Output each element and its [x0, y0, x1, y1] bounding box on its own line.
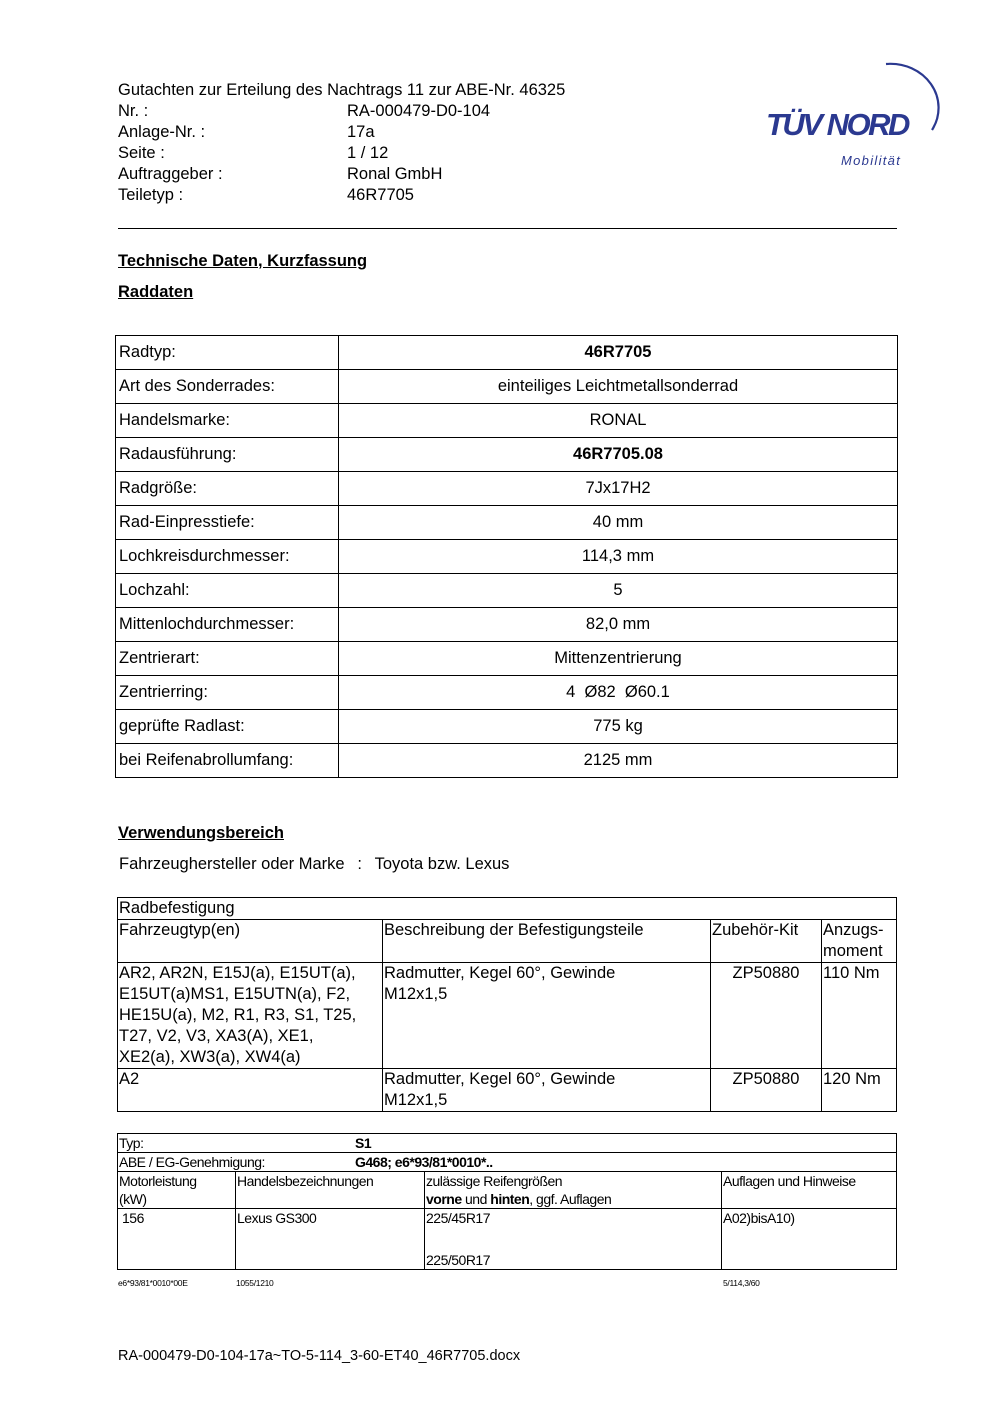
cell-zubehoer-kit: ZP50880 [711, 1069, 822, 1112]
header-reifen-und: und [461, 1191, 491, 1207]
header-motorleistung [118, 1172, 236, 1209]
typen-line: E15UT(a)MS1, E15UTN(a), F2, [119, 985, 351, 1003]
raddaten-table [115, 335, 898, 778]
row-label: Mittenlochdurchmesser: [116, 608, 339, 642]
row-value: 2125 mm [339, 744, 898, 778]
typ-label: Typ: [119, 1135, 144, 1151]
header-row-teiletyp [118, 185, 565, 206]
row-value: einteiliges Leichtmetallsonderrad [339, 370, 898, 404]
fahrzeughersteller-value: Toyota bzw. Lexus [374, 855, 510, 873]
row-value: 46R7705.08 [339, 438, 898, 472]
radbefestigung-table [117, 897, 897, 1112]
abe-row [118, 1153, 897, 1172]
abe-label: ABE / EG-Genehmigung: [119, 1154, 265, 1170]
beschreibung-line: M12x1,5 [384, 985, 448, 1003]
row-value: 46R7705 [339, 336, 898, 370]
typen-line: AR2, AR2N, E15J(a), E15UT(a), [119, 964, 356, 982]
header-label: Auftraggeber : [118, 165, 223, 183]
table-row [116, 438, 898, 472]
table-row [116, 336, 898, 370]
cell-anzugsmoment: 110 Nm [822, 963, 897, 1069]
table-row [116, 744, 898, 778]
table-row [116, 574, 898, 608]
beschreibung-line: M12x1,5 [384, 1091, 448, 1109]
row-value: 5 [339, 574, 898, 608]
table-row [116, 540, 898, 574]
header-value: Ronal GmbH [347, 165, 443, 183]
header-reifen-line2 [426, 1190, 720, 1208]
header-value: 17a [347, 123, 375, 141]
fahrzeughersteller-line [119, 855, 509, 874]
beschreibung-line: Radmutter, Kegel 60°, Gewinde [384, 964, 616, 982]
row-value: 82,0 mm [339, 608, 898, 642]
row-label: Radgröße: [116, 472, 339, 506]
header-row-seite [118, 143, 565, 164]
header-reifen-vorne: vorne [426, 1191, 462, 1207]
typ-value: S1 [355, 1135, 372, 1151]
document-header [118, 80, 565, 206]
typ-header-row [118, 1172, 897, 1209]
table-row [118, 1209, 897, 1270]
row-label: Lochkreisdurchmesser: [116, 540, 339, 574]
fahrzeughersteller-label: Fahrzeughersteller oder Marke [119, 855, 345, 873]
cell-handelsbezeichnung: Lexus GS300 [236, 1209, 425, 1270]
header-reifen-hinten: hinten [490, 1191, 530, 1207]
cell-fahrzeugtypen [118, 963, 383, 1069]
cell-motorleistung: 156 [118, 1209, 236, 1270]
row-value: 114,3 mm [339, 540, 898, 574]
table-row [118, 963, 897, 1069]
table-row [116, 710, 898, 744]
fahrzeughersteller-separator: : [357, 855, 362, 873]
row-label: Zentrierring: [116, 676, 339, 710]
header-auflagen: Auflagen und Hinweise [722, 1172, 897, 1209]
header-motor-line: Motorleistung [119, 1173, 197, 1189]
row-label: Radausführung: [116, 438, 339, 472]
table-row [116, 506, 898, 540]
document-title: Gutachten zur Erteilung des Nachtrags 11 zur ABE-Nr. 46325 [118, 81, 566, 99]
header-label: Nr. : [118, 102, 149, 120]
row-label: geprüfte Radlast: [116, 710, 339, 744]
cell-zubehoer-kit: ZP50880 [711, 963, 822, 1069]
table-title-row [118, 898, 897, 920]
cell-reifen [425, 1209, 722, 1270]
typen-line: XE2(a), XW3(a), XW4(a) [119, 1048, 301, 1066]
row-value: 7Jx17H2 [339, 472, 898, 506]
table-row [116, 676, 898, 710]
footnote-mid: 1055/1210 [236, 1278, 274, 1288]
header-value: 1 / 12 [347, 144, 389, 162]
header-row-anlage [118, 122, 565, 143]
header-beschreibung: Beschreibung der Befestigungsteile [383, 920, 711, 963]
row-value: Mittenzentrierung [339, 642, 898, 676]
cell-beschreibung [383, 1069, 711, 1112]
table-row [116, 472, 898, 506]
header-reifengroessen [425, 1172, 722, 1209]
typen-line: HE15U(a), M2, R1, R3, S1, T25, [119, 1006, 357, 1024]
header-label: Seite : [118, 144, 165, 162]
header-value: 46R7705 [347, 186, 414, 204]
table-row [116, 404, 898, 438]
header-anzugsmoment [822, 920, 897, 963]
table-row [116, 642, 898, 676]
row-label: Radtyp: [116, 336, 339, 370]
logo-brand: TÜV NORD [766, 107, 908, 142]
header-divider [118, 228, 897, 229]
cell-anzugsmoment: 120 Nm [822, 1069, 897, 1112]
section-heading-raddaten: Raddaten [118, 283, 194, 301]
row-label: Handelsmarke: [116, 404, 339, 438]
header-value: RA-000479-D0-104 [347, 102, 491, 120]
typ-cell [118, 1134, 897, 1153]
cell-fahrzeugtypen [118, 1069, 383, 1112]
row-label: bei Reifenabrollumfang: [116, 744, 339, 778]
footnote-right: 5/114,3/60 [723, 1278, 760, 1288]
header-reifen-rest: , ggf. Auflagen [529, 1191, 612, 1207]
header-motor-line: (kW) [119, 1191, 147, 1207]
header-label: Teiletyp : [118, 186, 184, 204]
header-row-nr [118, 101, 565, 122]
row-label: Art des Sonderrades: [116, 370, 339, 404]
cell-beschreibung [383, 963, 711, 1069]
beschreibung-line: Radmutter, Kegel 60°, Gewinde [384, 1070, 616, 1088]
row-value: RONAL [339, 404, 898, 438]
row-label: Rad-Einpresstiefe: [116, 506, 339, 540]
table-row [116, 370, 898, 404]
header-fahrzeugtypen: Fahrzeugtyp(en) [118, 920, 383, 963]
document-filename-footer: RA-000479-D0-104-17a~TO-5-114_3-60-ET40_46R7705.docx [118, 1348, 521, 1364]
header-zubehoer-kit: Zubehör-Kit [711, 920, 822, 963]
typen-line: T27, V2, V3, XA3(A), XE1, [119, 1027, 314, 1045]
abe-cell [118, 1153, 897, 1172]
row-value: 40 mm [339, 506, 898, 540]
row-value: 4 Ø82 Ø60.1 [339, 676, 898, 710]
logo-sub: Mobilität [841, 153, 902, 168]
header-row-auftraggeber [118, 164, 565, 185]
reifen-value: 225/45R17 [426, 1210, 491, 1226]
tuev-nord-logo [764, 58, 944, 173]
table-row [118, 1069, 897, 1112]
typen-line: A2 [119, 1070, 140, 1088]
footnote-left: e6*93/81*0010*00E [118, 1278, 188, 1288]
typ-row [118, 1134, 897, 1153]
table-header-row [118, 920, 897, 963]
section-heading-verwendungsbereich: Verwendungsbereich [118, 824, 284, 842]
header-anzugsmoment-text: Anzugs-moment [823, 921, 884, 960]
header-reifen-line: zulässige Reifengrößen [426, 1173, 563, 1189]
row-value: 775 kg [339, 710, 898, 744]
table-row [116, 608, 898, 642]
header-label: Anlage-Nr. : [118, 123, 206, 141]
section-heading-technische-daten: Technische Daten, Kurzfassung [118, 252, 368, 270]
cell-auflagen: A02)bisA10) [722, 1209, 897, 1270]
header-handelsbezeichnungen: Handelsbezeichnungen [236, 1172, 425, 1209]
row-label: Zentrierart: [116, 642, 339, 676]
reifen-value: 225/50R17 [426, 1252, 491, 1268]
radbefestigung-title: Radbefestigung [118, 898, 897, 920]
typ-table [117, 1133, 897, 1270]
abe-value: G468; e6*93/81*0010*.. [355, 1154, 493, 1170]
row-label: Lochzahl: [116, 574, 339, 608]
reifen-spacer [426, 1227, 720, 1251]
